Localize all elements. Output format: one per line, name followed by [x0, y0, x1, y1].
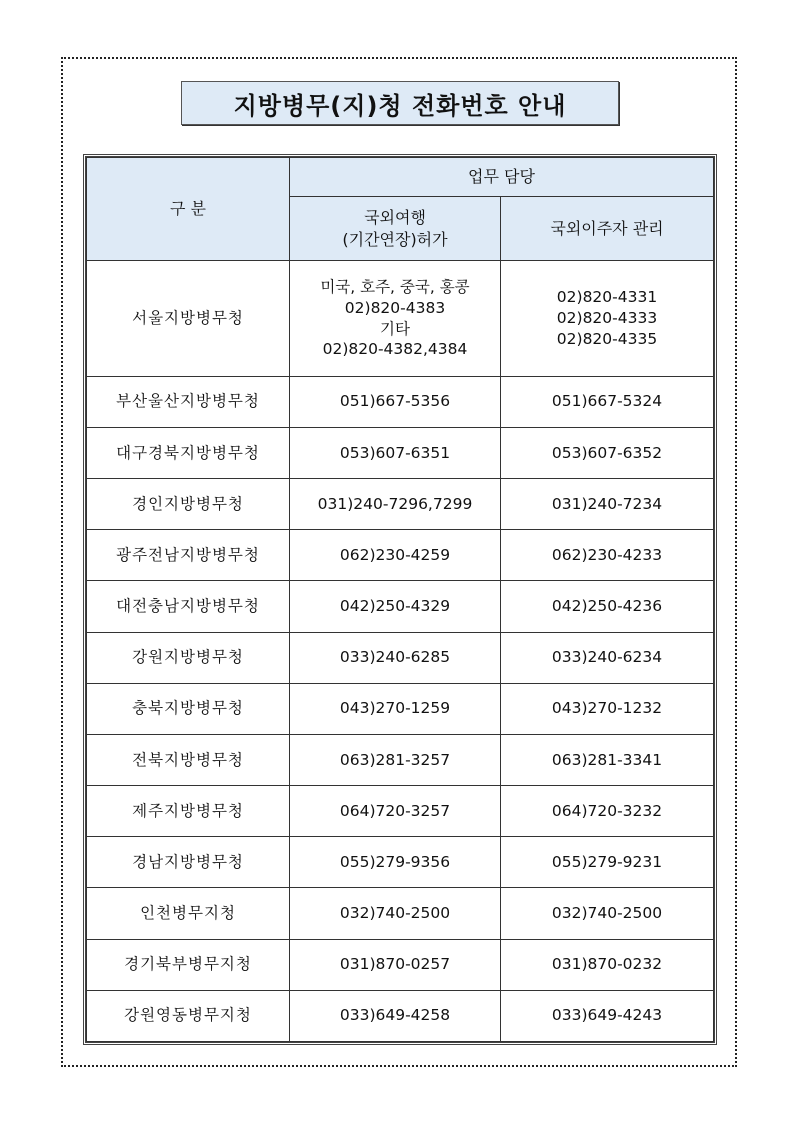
page-title: 지방병무(지)청 전화번호 안내	[233, 91, 567, 120]
travel-line: 기타	[380, 319, 410, 338]
header-category: 구 분	[87, 158, 290, 261]
header-emigrant: 국외이주자 관리	[501, 197, 714, 261]
travel-line: 02)820-4383	[344, 298, 446, 317]
travel-line: 미국, 호주, 중국, 홍콩	[320, 277, 470, 296]
emigrant-cell: 055)279-9231	[501, 837, 714, 888]
header-travel-line1: 국외여행	[364, 208, 426, 228]
travel-cell: 062)230-4259	[290, 530, 501, 581]
emigrant-cell	[501, 261, 714, 376]
emigrant-cell: 032)740-2500	[501, 888, 714, 939]
header-travel	[290, 197, 501, 261]
travel-cell: 031)870-0257	[290, 939, 501, 990]
emigrant-cell: 031)240-7234	[501, 479, 714, 530]
office-cell: 제주지방병무청	[87, 786, 290, 837]
office-cell: 부산울산지방병무청	[87, 376, 290, 427]
travel-cell: 043)270-1259	[290, 683, 501, 734]
emigrant-cell: 051)667-5324	[501, 376, 714, 427]
office-cell: 충북지방병무청	[87, 683, 290, 734]
emigrant-cell: 042)250-4236	[501, 581, 714, 632]
table-row	[87, 939, 714, 990]
travel-cell: 064)720-3257	[290, 786, 501, 837]
office-cell: 강원지방병무청	[87, 632, 290, 683]
table-row	[87, 530, 714, 581]
header-row-top	[87, 158, 714, 197]
emigrant-cell: 062)230-4233	[501, 530, 714, 581]
emigrant-line: 02)820-4331	[556, 288, 658, 307]
table-row	[87, 581, 714, 632]
table-row	[87, 837, 714, 888]
table-row	[87, 888, 714, 939]
table-row	[87, 427, 714, 478]
header-travel-line2: (기간연장)허가	[342, 229, 448, 249]
emigrant-cell: 031)870-0232	[501, 939, 714, 990]
travel-cell: 033)240-6285	[290, 632, 501, 683]
title-box	[181, 81, 619, 125]
emigrant-line: 02)820-4335	[556, 329, 658, 348]
office-cell: 인천병무지청	[87, 888, 290, 939]
phone-table-container	[83, 154, 717, 1045]
travel-cell: 032)740-2500	[290, 888, 501, 939]
office-cell: 대구경북지방병무청	[87, 427, 290, 478]
emigrant-cell: 063)281-3341	[501, 734, 714, 785]
emigrant-cell: 053)607-6352	[501, 427, 714, 478]
office-cell: 광주전남지방병무청	[87, 530, 290, 581]
table-row	[87, 786, 714, 837]
table-row	[87, 990, 714, 1041]
table-row-seoul	[87, 261, 714, 376]
travel-cell: 053)607-6351	[290, 427, 501, 478]
emigrant-cell: 033)240-6234	[501, 632, 714, 683]
emigrant-cell: 064)720-3232	[501, 786, 714, 837]
office-cell: 서울지방병무청	[87, 261, 290, 376]
travel-cell: 063)281-3257	[290, 734, 501, 785]
office-cell: 경인지방병무청	[87, 479, 290, 530]
emigrant-line: 02)820-4333	[556, 309, 658, 328]
phone-table	[86, 157, 714, 1042]
table-row	[87, 376, 714, 427]
emigrant-cell: 033)649-4243	[501, 990, 714, 1041]
travel-cell: 042)250-4329	[290, 581, 501, 632]
office-cell: 대전충남지방병무청	[87, 581, 290, 632]
office-cell: 경남지방병무청	[87, 837, 290, 888]
table-row	[87, 632, 714, 683]
office-cell: 강원영동병무지청	[87, 990, 290, 1041]
header-group: 업무 담당	[290, 158, 714, 197]
office-cell: 경기북부병무지청	[87, 939, 290, 990]
travel-line: 02)820-4382,4384	[322, 340, 468, 359]
travel-cell: 033)649-4258	[290, 990, 501, 1041]
office-cell: 전북지방병무청	[87, 734, 290, 785]
table-row	[87, 683, 714, 734]
travel-cell: 051)667-5356	[290, 376, 501, 427]
table-row	[87, 479, 714, 530]
travel-cell: 055)279-9356	[290, 837, 501, 888]
travel-cell: 031)240-7296,7299	[290, 479, 501, 530]
emigrant-cell: 043)270-1232	[501, 683, 714, 734]
travel-cell	[290, 261, 501, 376]
table-row	[87, 734, 714, 785]
